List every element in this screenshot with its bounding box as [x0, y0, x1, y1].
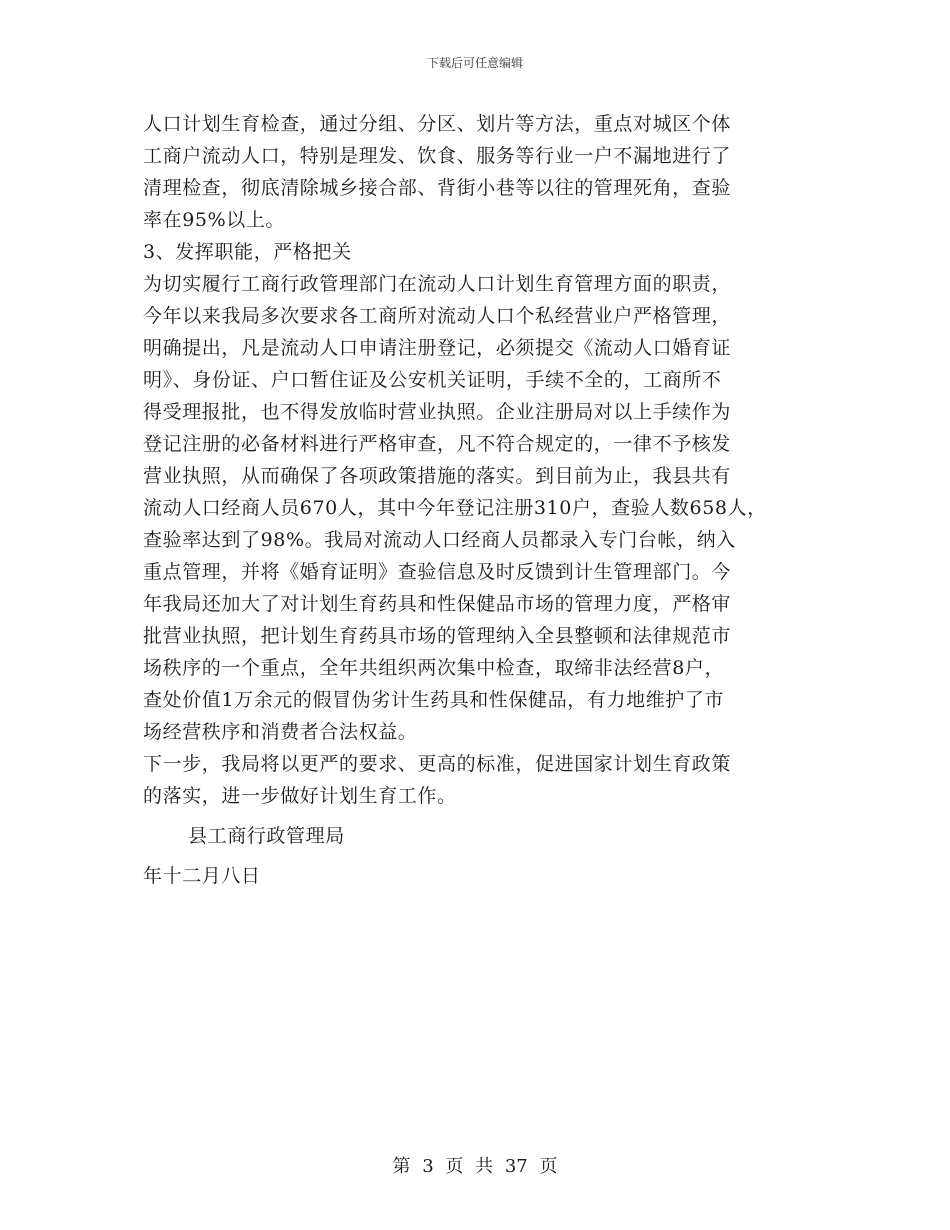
body-line: 重点管理，并将《婚育证明》查验信息及时反馈到计生管理部门。今 — [143, 561, 732, 583]
paragraph-gap — [143, 852, 843, 860]
body-line: 查验率达到了98%。我局对流动人口经商人员都录入专门台帐，纳入 — [143, 529, 736, 551]
section-heading: 3、发挥职能，严格把关 — [143, 241, 352, 263]
body-line: 清理检查，彻底清除城乡接合部、背街小巷等以往的管理死角，查验 — [143, 177, 732, 199]
page-footer: 第 3 页 共 37 页 — [392, 1156, 558, 1177]
paragraph-gap — [143, 812, 843, 820]
body-line: 下一步，我局将以更严的要求、更高的标准，促进国家计划生育政策 — [143, 753, 732, 775]
body-line: 率在95%以上。 — [143, 209, 286, 231]
signature: 县工商行政管理局 — [188, 825, 345, 847]
body-line: 营业执照，从而确保了各项政策措施的落实。到目前为止，我县共有 — [143, 465, 732, 487]
body-line: 年我局还加大了对计划生育药具和性保健品市场的管理力度，严格审 — [143, 593, 732, 615]
document-body — [143, 108, 843, 892]
document-date: 年十二月八日 — [143, 865, 261, 887]
body-line: 明确提出，凡是流动人口申请注册登记，必须提交《流动人口婚育证 — [143, 337, 732, 359]
body-line: 的落实，进一步做好计划生育工作。 — [143, 785, 457, 807]
body-line: 人口计划生育检查，通过分组、分区、划片等方法，重点对城区个体 — [143, 113, 732, 135]
body-line: 批营业执照，把计划生育药具市场的管理纳入全县整顿和法律规范市 — [143, 625, 732, 647]
body-line: 场经营秩序和消费者合法权益。 — [143, 721, 418, 743]
body-line: 明》、身份证、户口暂住证及公安机关证明，手续不全的，工商所不 — [143, 369, 722, 391]
body-line: 今年以来我局多次要求各工商所对流动人口个私经营业户严格管理， — [143, 305, 732, 327]
header-note: 下载后可任意编辑 — [426, 56, 523, 70]
body-line: 登记注册的必备材料进行严格审查，凡不符合规定的，一律不予核发 — [143, 433, 732, 455]
body-line: 查处价值1万余元的假冒伪劣计生药具和性保健品，有力地维护了市 — [143, 689, 725, 711]
body-line: 流动人口经商人员670人，其中今年登记注册310户，查验人数658人， — [143, 497, 767, 519]
body-line: 场秩序的一个重点，全年共组织两次集中检查，取缔非法经营8户， — [143, 657, 725, 679]
body-line: 为切实履行工商行政管理部门在流动人口计划生育管理方面的职责， — [143, 273, 732, 295]
body-line: 工商户流动人口，特别是理发、饮食、服务等行业一户不漏地进行了 — [143, 145, 732, 167]
body-line: 得受理报批，也不得发放临时营业执照。企业注册局对以上手续作为 — [143, 401, 732, 423]
